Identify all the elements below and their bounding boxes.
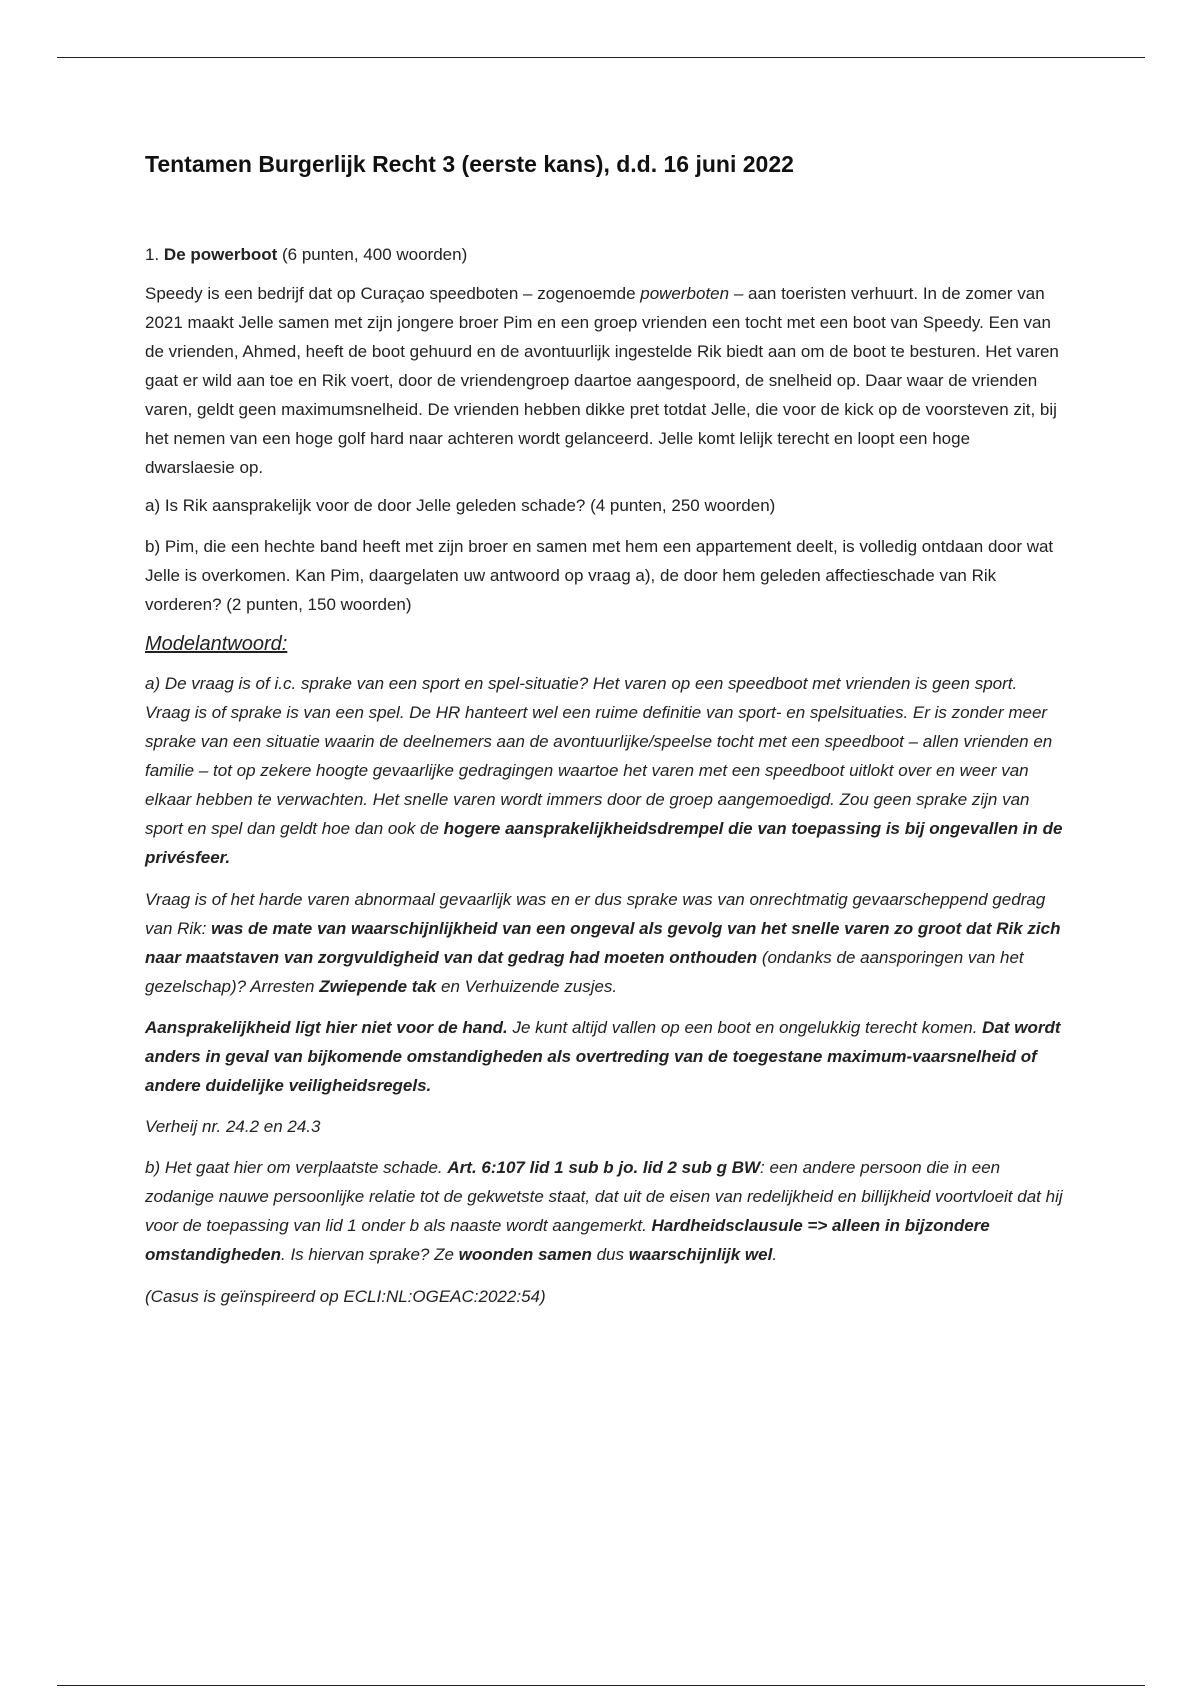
answer-a-reference: Verheij nr. 24.2 en 24.3 [145,1117,321,1136]
question-points: (6 punten, 400 woorden) [282,245,468,264]
case-description: Speedy is een bedrijf dat op Curaçao speedboten – zogenoemde powerboten – aan toeristen verhuurt. In de zomer van 2021 maakt Jelle samen met zijn jongere broer Pim en een groep vrienden een tocht met een boot van Speedy. Een van de vrienden, Ahmed, heeft de boot gehuurd en de avontuurlijk ingestelde Rik biedt aan om de boot te besturen. Het varen gaat er wild aan toe en Rik voert, door de vriendengroep daartoe aangespoord, de snelheid op. Daar waar de vrienden varen, geldt geen maximumsnelheid. De vrienden hebben dikke pret totdat Jelle, die voor de kick op de voorsteven zit, bij het nemen van een hoge golf hard naar achteren wordt gelanceerd. Jelle komt lelijk terecht en loopt een hoge dwarslaesie op. [145,284,1059,477]
question-heading [145,243,1063,267]
answer-a-paragraph-3: Aansprakelijkheid ligt hier niet voor de hand. Je kunt altijd vallen op een boot en ongelukkig terecht komen. Dat wordt anders in geval van bijkomende omstandigheden als overtreding van de toegestane maximum-vaarsnelheid of andere duidelijke veiligheidsregels. [145,1018,1061,1095]
question-name: De powerboot [163,245,278,264]
top-rule [57,57,1145,58]
page-title: Tentamen Burgerlijk Recht 3 (eerste kans), d.d. 16 juni 2022 [145,151,794,177]
case-source-note: (Casus is geïnspireerd op ECLI:NL:OGEAC:2022:54) [145,1287,546,1306]
answer-a-paragraph-2: Vraag is of het harde varen abnormaal gevaarlijk was en er dus sprake was van onrechtmatig gevaarscheppend gedrag van Rik: was de mate van waarschijnlijkheid van een ongeval als gevolg van het snelle varen zo groot dat Rik zich naar maatstaven van zorgvuldigheid van dat gedrag had moeten onthouden (ondanks de aansporingen van het gezelschap)? Arresten Zwiepende tak en Verhuizende zusjes. [145,890,1061,996]
question-number: 1. [145,245,160,264]
sub-question-b: b) Pim, die een hechte band heeft met zijn broer en samen met hem een appartement deelt, is volledig ontdaan door wat Jelle is overkomen. Kan Pim, daargelaten uw antwoord op vraag a), de door hem geleden affectieschade van Rik vorderen? (2 punten, 150 woorden) [145,537,1054,614]
answer-b-paragraph: b) Het gaat hier om verplaatste schade. Art. 6:107 lid 1 sub b jo. lid 2 sub g BW: een andere persoon die in een zodanige nauwe persoonlijke relatie tot de gekwetste staat, dat uit de eisen van redelijkheid en billijkheid voortvloeit dat hij voor de toepassing van lid 1 onder b als naaste wordt aangemerkt. Hardheidsclausule => alleen in bijzondere omstandigheden. Is hiervan sprake? Ze woonden samen dus waarschijnlijk wel. [145,1158,1063,1264]
sub-question-a: a) Is Rik aansprakelijk voor de door Jelle geleden schade? (4 punten, 250 woorden) [145,496,776,515]
model-answer-heading: Modelantwoord: [145,633,288,655]
bottom-rule [57,1685,1145,1686]
document-page [145,148,1063,1311]
answer-a-paragraph-1: a) De vraag is of i.c. sprake van een sport en spel-situatie? Het varen op een speedboot met vrienden is geen sport. Vraag is of sprake is van een spel. De HR hanteert wel een ruime definitie van sport- en spelsituaties. Er is zonder meer sprake van een situatie waarin de deelnemers aan de avontuurlijke/speelse tocht met een speedboot – allen vrienden en familie – tot op zekere hoogte gevaarlijke gedragingen waartoe het varen met een speedboot uitlokt over en weer van elkaar hebben te verwachten. Het snelle varen wordt immers door de groep aangemoedigd. Zou geen sprake zijn van sport en spel dan geldt hoe dan ook de hogere aansprakelijkheidsdrempel die van toepassing is bij ongevallen in de privésfeer. [145,674,1063,867]
